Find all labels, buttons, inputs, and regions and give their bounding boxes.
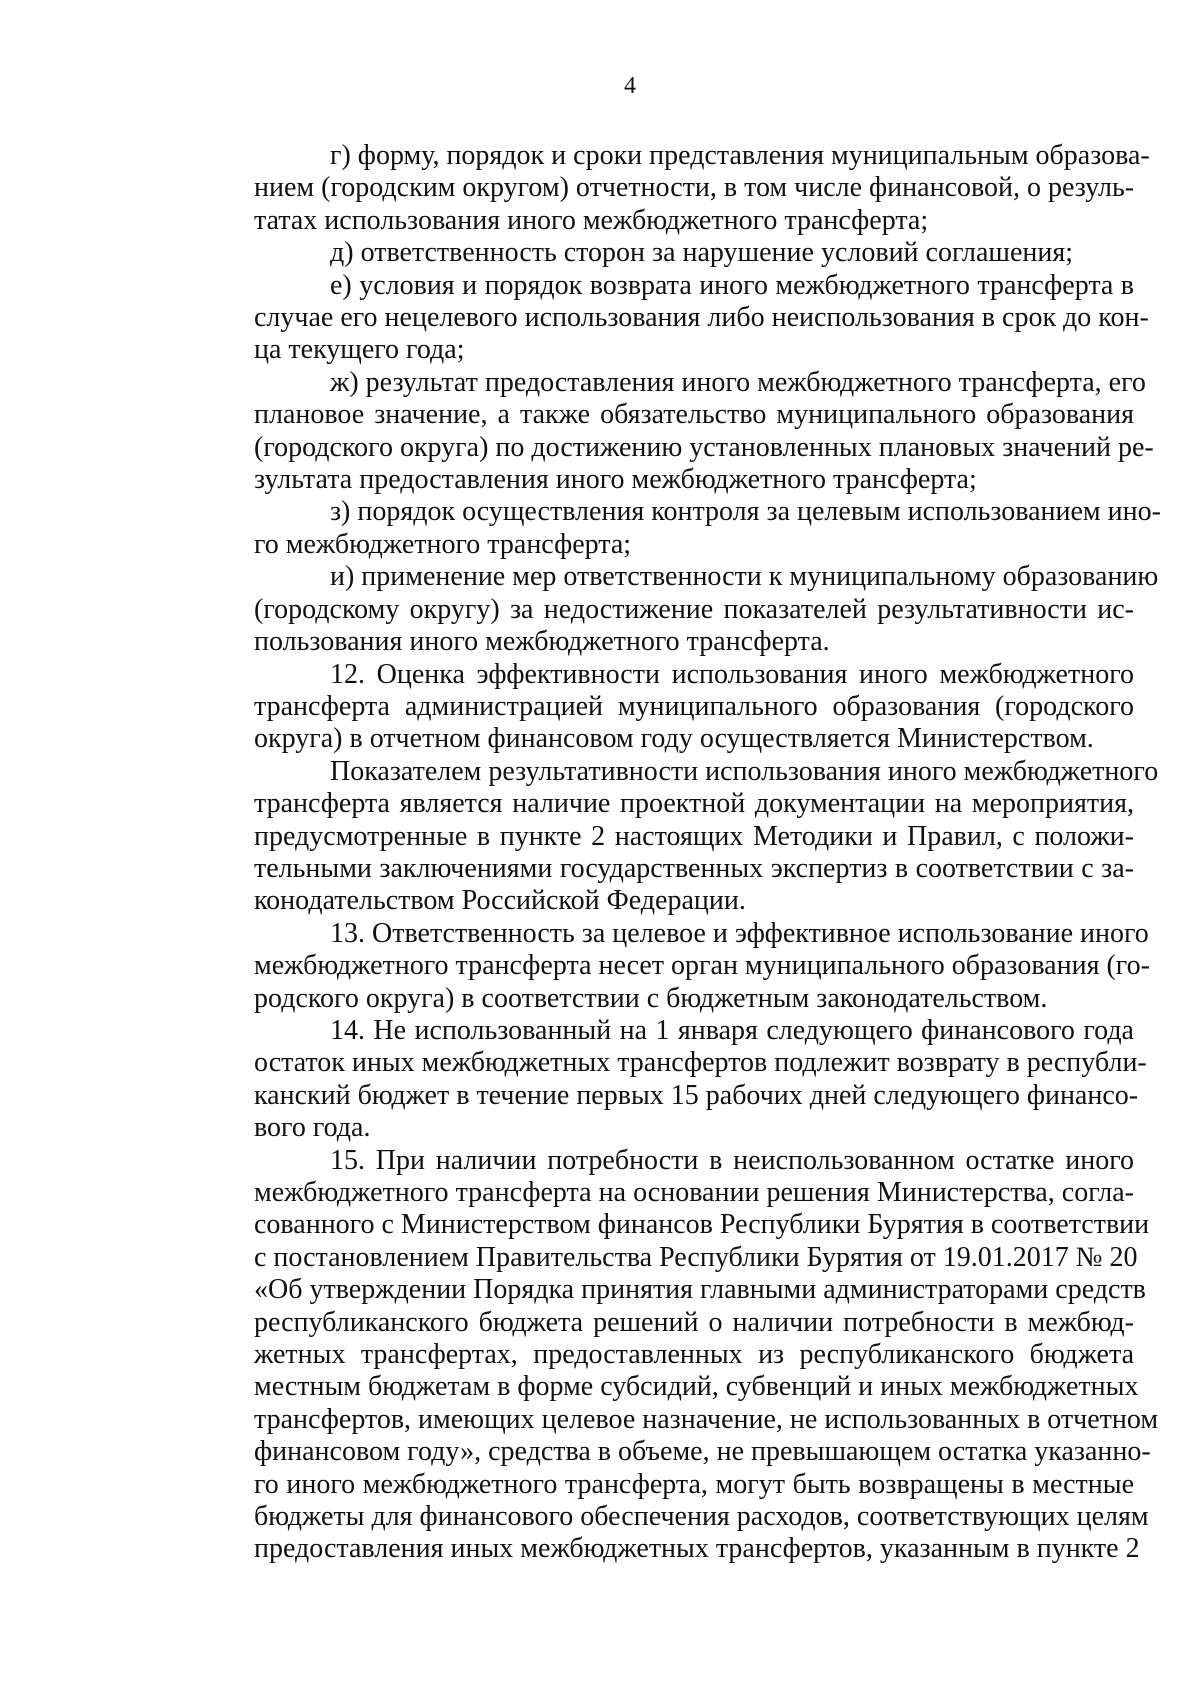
text-line: и) применение мер ответственности к муниципальному образованию (330, 561, 1159, 593)
text-line: 14. Не использованный на 1 января следующего финансового года (330, 1014, 1134, 1046)
text-line: 13. Ответственность за целевое и эффективное использование иного (330, 917, 1149, 949)
text-line: «Об утверждении Порядка принятия главными администраторами средств (254, 1274, 1146, 1306)
text-line: Показателем результативности использования иного межбюджетного (330, 755, 1159, 787)
text-line: го иного межбюджетного трансферта, могут быть возвращены в местные (254, 1468, 1134, 1500)
text-line: с постановлением Правительства Республики Бурятия от 19.01.2017 № 20 (254, 1241, 1138, 1273)
paragraph-p15 (178, 1144, 1159, 1566)
text-line: е) условия и порядок возврата иного межбюджетного трансферта в (330, 269, 1134, 301)
paragraph-p13 (178, 917, 1150, 1015)
text-line: трансфертов, имеющих целевое назначение, не использованных в отчетном (254, 1403, 1159, 1435)
paragraph-z (178, 496, 1161, 561)
text-line: г) форму, порядок и сроки представления муниципальным образова- (330, 140, 1150, 171)
text-line: округа) в отчетном финансовом году осуществляется Министерством. (254, 723, 1094, 755)
text-line: остаток иных межбюджетных трансфертов подлежит возврату в республи- (254, 1047, 1147, 1079)
paragraph-d (178, 237, 1134, 269)
paragraph-p12b (178, 755, 1159, 918)
text-line: зультата предоставления иного межбюджетного трансферта; (254, 464, 977, 496)
paragraph-p14 (178, 1014, 1147, 1145)
paragraph-e (178, 269, 1149, 367)
text-line: (городскому округу) за недостижение показателей результативности ис- (254, 593, 1134, 625)
page-number: 4 (624, 73, 636, 99)
text-line: д) ответственность сторон за нарушение условий соглашения; (330, 237, 1074, 269)
text-line: бюджеты для финансового обеспечения расходов, соответствующих целям (254, 1501, 1149, 1533)
text-line: межбюджетного трансферта несет орган муниципального образования (го- (254, 950, 1150, 982)
text-line: конодательством Российской Федерации. (254, 885, 746, 917)
text-line: 12. Оценка эффективности использования иного межбюджетного (330, 658, 1134, 690)
text-line: предусмотренные в пункте 2 настоящих Методики и Правил, с положи- (254, 820, 1134, 852)
text-line: местным бюджетам в форме субсидий, субвенций и иных межбюджетных (254, 1371, 1139, 1403)
text-line: плановое значение, а также обязательство муниципального образования (254, 399, 1134, 431)
text-line: республиканского бюджета решений о наличии потребности в межбюд- (254, 1306, 1134, 1338)
text-line: трансферта администрацией муниципального образования (городского (254, 690, 1134, 722)
text-line: трансферта является наличие проектной документации на мероприятия, (254, 788, 1134, 820)
text-line: татах использования иного межбюджетного трансферта; (254, 204, 929, 236)
text-line: случае его нецелевого использования либо неиспользования в срок до кон- (254, 302, 1149, 334)
paragraph-i (178, 561, 1159, 658)
text-line: ца текущего года; (254, 334, 465, 366)
text-line: нием (городским округом) отчетности, в том числе финансовой, о резуль- (254, 172, 1135, 204)
text-line: 15. При наличии потребности в неиспользованном остатке иного (330, 1144, 1134, 1176)
text-line: го межбюджетного трансферта; (254, 528, 632, 560)
text-line: з) порядок осуществления контроля за целевым использованием ино- (330, 496, 1161, 528)
document-body (178, 140, 1161, 1566)
text-line: пользования иного межбюджетного трансферта. (254, 626, 830, 658)
text-line: канский бюджет в течение первых 15 рабочих дней следующего финансо- (254, 1079, 1139, 1111)
text-line: вого года. (254, 1112, 371, 1144)
text-line: сованного с Министерством финансов Республики Бурятия в соответствии (254, 1209, 1150, 1241)
text-line: жетных трансфертах, предоставленных из республиканского бюджета (254, 1339, 1134, 1371)
text-line: финансовом году», средства в объеме, не превышающем остатка указанно- (254, 1436, 1151, 1468)
paragraph-p12 (178, 659, 1134, 756)
paragraph-zh (178, 366, 1154, 497)
text-line: тельными заключениями государственных экспертиз в соответствии с за- (254, 852, 1134, 884)
paragraph-g (178, 140, 1150, 237)
text-line: (городского округа) по достижению установленных плановых значений ре- (254, 431, 1154, 463)
text-line: предоставления иных межбюджетных трансфертов, указанным в пункте 2 (254, 1533, 1140, 1565)
text-line: ж) результат предоставления иного межбюджетного трансферта, его (330, 366, 1146, 398)
text-line: межбюджетного трансферта на основании решения Министерства, согла- (254, 1177, 1134, 1208)
text-line: родского округа) в соответствии с бюджетным законодательством. (254, 982, 1048, 1014)
